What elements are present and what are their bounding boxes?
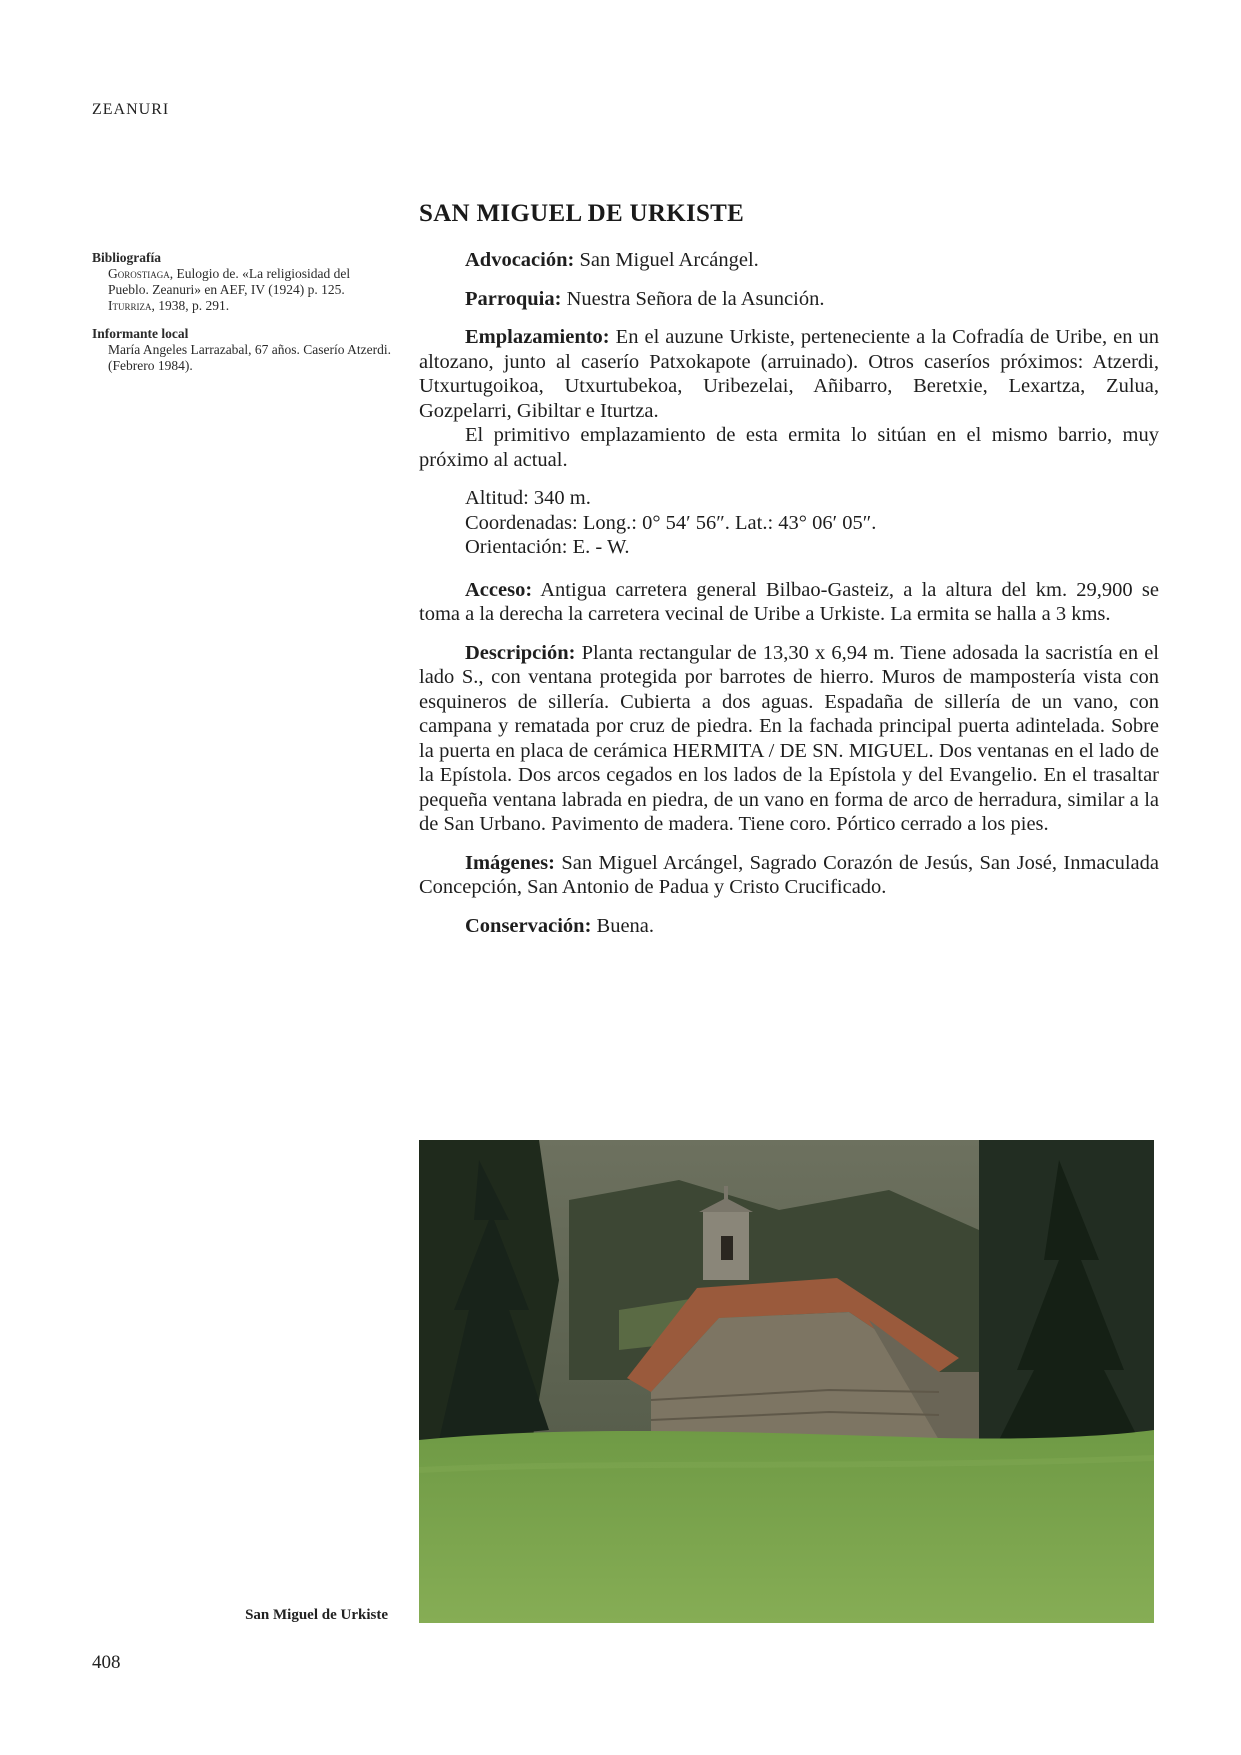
emplazamiento-paragraph-2: El primitivo emplazamiento de esta ermita lo sitúan en el mismo barrio, muy próximo al actual. bbox=[419, 424, 1159, 471]
bibliography-heading: Bibliografía bbox=[92, 250, 162, 265]
bibliography-entry-text: , Eulogio de. «La religiosidad del Pueblo. Zeanuri» en AEF, IV (1924) p. 125. bbox=[108, 266, 351, 297]
altitude: Altitud: 340 m. bbox=[465, 487, 591, 509]
article-title: SAN MIGUEL DE URKISTE bbox=[419, 200, 745, 227]
acceso-paragraph bbox=[419, 578, 1159, 627]
page-number: 408 bbox=[92, 1652, 121, 1673]
parroquia-paragraph bbox=[419, 287, 1159, 312]
orientation: Orientación: E. - W. bbox=[465, 536, 630, 558]
advocacion-paragraph bbox=[419, 248, 1159, 273]
informant-heading: Informante local bbox=[92, 326, 189, 341]
conservacion-text: Buena. bbox=[596, 914, 655, 937]
emplazamiento-label: Emplazamiento: bbox=[465, 326, 610, 348]
descripcion-label: Descripción: bbox=[465, 641, 576, 664]
imagenes-paragraph bbox=[419, 851, 1159, 900]
conservacion-paragraph bbox=[419, 914, 1159, 939]
bibliography-entry bbox=[108, 298, 392, 314]
photo-caption: San Miguel de Urkiste bbox=[245, 1607, 388, 1623]
hermitage-illustration bbox=[419, 1140, 1154, 1623]
informant-block bbox=[92, 326, 392, 374]
bibliography-author: Iturriza bbox=[108, 298, 152, 313]
hermitage-photo bbox=[419, 1140, 1154, 1623]
informant-text: María Angeles Larrazabal, 67 años. Caserío Atzerdi. (Febrero 1984). bbox=[108, 342, 392, 373]
bibliography-block bbox=[92, 250, 392, 314]
bibliography-author: Gorostiaga bbox=[108, 266, 170, 281]
sidebar-notes bbox=[92, 250, 392, 386]
advocacion-text: San Miguel Arcángel. bbox=[579, 249, 759, 271]
conservacion-label: Conservación: bbox=[465, 914, 592, 937]
parroquia-text: Nuestra Señora de la Asunción. bbox=[566, 287, 825, 310]
imagenes-text: San Miguel Arcángel, Sagrado Corazón de Jesús, San José, Inmaculada Concepción, San Antonio de Padua y Cristo Crucificado. bbox=[419, 851, 1160, 898]
bibliography-entry-text: , 1938, p. 291. bbox=[151, 298, 230, 313]
advocacion-label: Advocación: bbox=[465, 249, 575, 271]
running-head: ZEANURI bbox=[92, 101, 170, 118]
location-data bbox=[465, 486, 1159, 560]
coordinates: Coordenadas: Long.: 0° 54′ 56″. Lat.: 43° 06′ 05″. bbox=[465, 511, 877, 534]
descripcion-text: Planta rectangular de 13,30 x 6,94 m. Tiene adosada la sacristía en el lado S., con ventana protegida por barrotes de hierro. Muros de mampostería vista con esquineros de sillería. Cubierta a dos aguas. Espadaña de sillería de un vano, con campana y rematada por cruz de piedra. En la fachada principal puerta adintelada. Sobre la puerta en placa de cerámica HERMITA / DE SN. MIGUEL. Dos ventanas en el lado de la Epístola. Dos arcos cegados en los lados de la Epístola y del Evangelio. En el trasaltar pequeña ventana labrada en piedra, de un vano en forma de arco de herradura, similar a la de San Urbano. Pavimento de madera. Tiene coro. Pórtico cerrado a los pies. bbox=[419, 641, 1159, 835]
acceso-label: Acceso: bbox=[465, 578, 533, 601]
parroquia-label: Parroquia: bbox=[465, 287, 562, 310]
article-body bbox=[419, 248, 1159, 952]
emplazamiento-paragraph bbox=[419, 325, 1159, 423]
bibliography-entry bbox=[108, 266, 392, 298]
acceso-text: Antigua carretera general Bilbao-Gasteiz, a la altura del km. 29,900 se toma a la derecha la carretera vecinal de Uribe a Urkiste. La ermita se halla a 3 kms. bbox=[419, 578, 1159, 625]
imagenes-label: Imágenes: bbox=[465, 851, 555, 874]
emplazamiento-text: En el auzune Urkiste, perteneciente a la Cofradía de Uribe, en un altozano, junto al caserío Patxokapote (arruinado). Otros caseríos próximos: Atzerdi, Utxurtugoikoa, Utxurtubekoa, Uribezelai, Añibarro, Beretxie, Lexartza, Zulua, Gozpelarri, Gibiltar e Iturtza. bbox=[419, 326, 1159, 422]
descripcion-paragraph bbox=[419, 641, 1159, 837]
